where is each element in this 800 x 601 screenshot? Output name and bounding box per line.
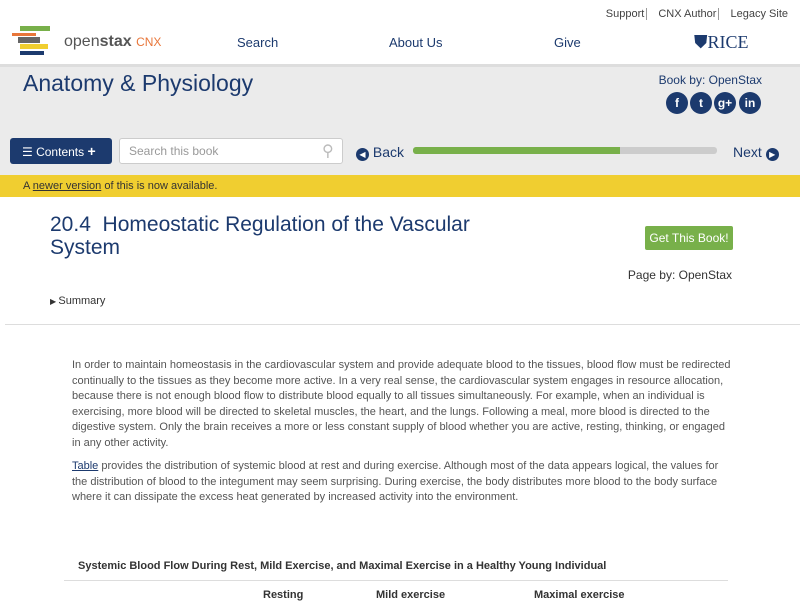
linkedin-icon[interactable]: in <box>739 92 761 114</box>
nav-search[interactable]: Search <box>237 35 279 50</box>
legacy-site-link[interactable]: Legacy Site <box>730 8 788 20</box>
table-link[interactable]: Table <box>72 460 99 472</box>
column-header-resting: Resting <box>263 589 304 601</box>
nav-give[interactable]: Give <box>554 35 581 50</box>
column-header-maximal: Maximal exercise <box>534 589 625 601</box>
logo-stack-icon <box>12 26 57 56</box>
section-number: 20.4 <box>50 213 91 236</box>
newer-version-link[interactable]: newer version <box>32 180 102 192</box>
get-this-book-button[interactable]: Get This Book! <box>645 226 733 250</box>
back-button[interactable] <box>356 144 404 161</box>
rice-text: RICE <box>707 32 749 52</box>
contents-button[interactable] <box>10 138 112 164</box>
summary-label: Summary <box>58 295 106 307</box>
progress-bar <box>413 147 717 154</box>
nav-about-us[interactable]: About Us <box>389 35 443 50</box>
chevron-right-icon: ▶ <box>766 148 779 161</box>
contents-label: Contents <box>36 145 85 159</box>
book-title: Anatomy & Physiology <box>23 70 254 96</box>
logo-stax: stax <box>99 33 132 50</box>
next-button[interactable] <box>733 144 779 161</box>
chevron-left-icon: ◀ <box>356 148 369 161</box>
paragraph-2 <box>72 459 732 506</box>
page-by: Page by: OpenStax <box>627 268 732 282</box>
openstax-logo[interactable] <box>12 26 162 61</box>
search-icon[interactable]: ⚲ <box>322 143 334 160</box>
table-caption: Systemic Blood Flow During Rest, Mild Exercise, and Maximal Exercise in a Healthy Young Individual <box>78 560 607 572</box>
paragraph-2-text: provides the distribution of systemic blood at rest and during exercise. Although most of the data appears logical, the values for the distribution of blood to the integument may seem surprising. During exercise, the body distributes more blood to the body surface where it can dissipate the excess heat generated by increased activity into the environment. <box>72 460 719 503</box>
search-book-input[interactable]: Search this book <box>119 138 343 164</box>
facebook-icon[interactable]: f <box>666 92 688 114</box>
rice-shield-icon: ⛊ <box>694 32 708 52</box>
column-header-mild: Mild exercise <box>376 589 446 601</box>
triangle-right-icon: ▶ <box>50 297 59 306</box>
list-icon: ☰ <box>22 145 37 159</box>
top-links <box>606 8 788 20</box>
logo-cnx: CNX <box>136 35 162 49</box>
paragraph-1: In order to maintain homeostasis in the cardiovascular system and provide adequate blood to the tissues, blood flow must be redirected continually to the tissues as they become more active. In a very real sense, the cardiovascular system engages in resource allocation, because there is not enough blood flow to distribute blood equally to all tissues simultaneously. For example, when an individual is exercising, more blood will be directed to skeletal muscles, the heart, and the lungs. Following a meal, more blood is directed to the digestive system. Only the brain receives a more or less constant supply of blood whether you are active, resting, thinking, or engaged in any other activity. <box>72 359 731 449</box>
book-by: Book by: OpenStax <box>658 73 762 87</box>
next-label: Next <box>733 144 762 160</box>
plus-icon: + <box>87 143 96 159</box>
newer-version-banner <box>0 175 800 197</box>
section-title: Homeostatic Regulation of the Vascular System <box>50 213 470 259</box>
back-label: Back <box>372 144 405 160</box>
progress-fill <box>413 147 620 154</box>
summary-toggle[interactable] <box>50 295 105 307</box>
support-link[interactable]: Support <box>605 8 645 20</box>
page-title <box>50 213 500 259</box>
logo-open: open <box>64 33 100 50</box>
divider <box>5 324 800 325</box>
banner-suffix: of this is now available. <box>101 180 218 192</box>
cnx-author-link[interactable]: CNX Author <box>658 8 717 20</box>
rice-logo[interactable] <box>694 32 749 53</box>
google-plus-icon[interactable]: g+ <box>714 92 736 114</box>
table-rule <box>64 580 728 581</box>
twitter-icon[interactable]: t <box>690 92 712 114</box>
banner-prefix: A <box>23 180 33 192</box>
